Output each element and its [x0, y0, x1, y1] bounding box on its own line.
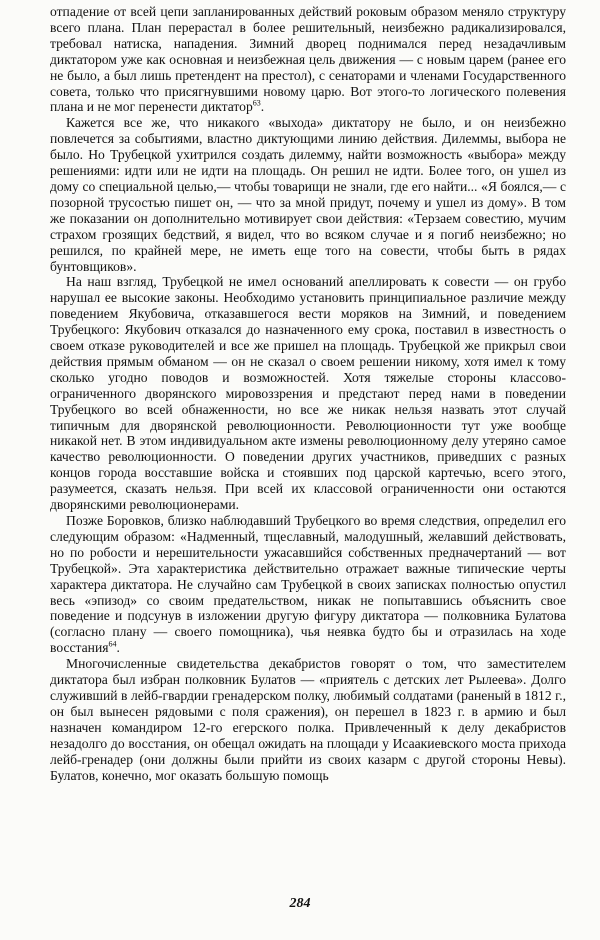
paragraph-1-tail: . — [260, 99, 265, 115]
paragraph-5-text: Многочисленные свидетельства декабристов говорят о том, что заместителем диктатора был избран полковник Булатов — «приятель с детских лет Рылеева». Долго служивший в лейб-гвардии гренадерском полку, любимый солдатами (раненый в 1812 г., он был вынесен рядовыми с поля сражения), он перешел в 1823 г. в армию и был назначен командиром 12-го егерского полка. Привлеченный к делу декабристов незадолго до восстания, он обещал ожидать на площади у Исаакиевского моста прихода лейб-гренадер (они должны были прийти из своих казарм с другой стороны Невы). Булатов, конечно, мог оказать большую помощь — [50, 656, 566, 783]
paragraph-4-text: Позже Боровков, близко наблюдавший Трубецкого во время следствия, определил его следующим образом: «Надменный, тщеславный, малодушный, желавший действовать, но по робости и нерешительности ужасавшийся собственных предначертаний — вот Трубецкой». Эта характеристика действительно отражает важные типические черты характера диктатора. Не случайно сам Трубецкой в своих записках полностью опустил весь «эпизод» со своим предательством, никак не попытавшись объяснить свое поведение и подсунув в изложении другую фигуру диктатора — полковника Булатова (согласно плану — своего помощника), чья неявка будто бы и отразилась на ходе восстания — [50, 513, 566, 656]
footnote-ref-63: 63 — [252, 98, 261, 108]
paragraph-2 — [50, 115, 566, 274]
paragraph-5 — [50, 656, 566, 783]
paragraph-4 — [50, 513, 566, 656]
paragraph-4-tail: . — [116, 640, 120, 656]
paragraph-2-text: Кажется все же, что никакого «выхода» диктатору не было, и он неизбежно повлечется за событиями, властно диктующими линию действия. Дилеммы, выбора не было. Но Трубецкой ухитрился создать дилемму, найти возможность «выбора» между решениями: идти или не идти на площадь. Он решил не идти. Более того, он ушел из дому со специальной целью,— чтобы товарищи не знали, где его найти... «Я боялся,— с позорной трусостью пишет он, — что за мной придут, почему и ушел из дому». В том же показании он дополнительно мотивирует свои действия: «Терзаем совестию, мучим страхом грозящих бедствий, я видел, что во всяком случае и я погиб неизбежно; но решился, по крайней мере, не иметь еще того на совести, чтобы быть в рядах бунтовщиков». — [50, 115, 566, 274]
paragraph-3 — [50, 274, 566, 513]
page-number: 284 — [289, 896, 311, 911]
paragraph-3-text: На наш взгляд, Трубецкой не имел оснований апеллировать к совести — он грубо нарушал ее высокие законы. Необходимо установить принципиальное различие между поведением Якубовича, отказавшегося вести моряков на Зимний, и поведением Трубецкого: Якубович отказался до назначенного ему срока, поставил в известность о своем отказе руководителей и все же пришел на площадь. Трубецкой же прикрыл свои действия прямым обманом — он не сказал о своем решении никому, хотя имел к тому сколько угодно поводов и возможностей. Хотя тяжелые стороны классово-ограниченного дворянского мировоззрения и предстают перед нами в поведении Трубецкого во всей обнаженности, но все же никак нельзя назвать этот случай типичным для дворянской революционности. Революционности тут уже вообще никакой нет. В этом индивидуальном акте измены революционному делу утеряно самое качество революционности. О поведении других участников, приведших с разных концов города восставшие войска и стоявших под царской картечью, всего этого, разумеется, сказать нельзя. При всей их классовой ограниченности они остаются дворянскими революционерами. — [50, 274, 566, 513]
paragraph-1-text: отпадение от всей цепи запланированных действий роковым образом меняло структуру всего плана. План перерастал в более решительный, неизбежно радикализировался, требовал натиска, нападения. Зимний дворец поднимался перед незадачливым диктатором уже как основная и неизбежная цель движения — с новым царем (ранее его не было, а был лишь претендент на престол), с сенаторами и членами Государственного совета, только что присягнувшими новому царю. Вот этого-то логического полевения плана и не мог перенести диктатор — [50, 4, 566, 115]
paragraph-1 — [50, 4, 566, 115]
footnote-ref-64: 64 — [108, 639, 117, 649]
